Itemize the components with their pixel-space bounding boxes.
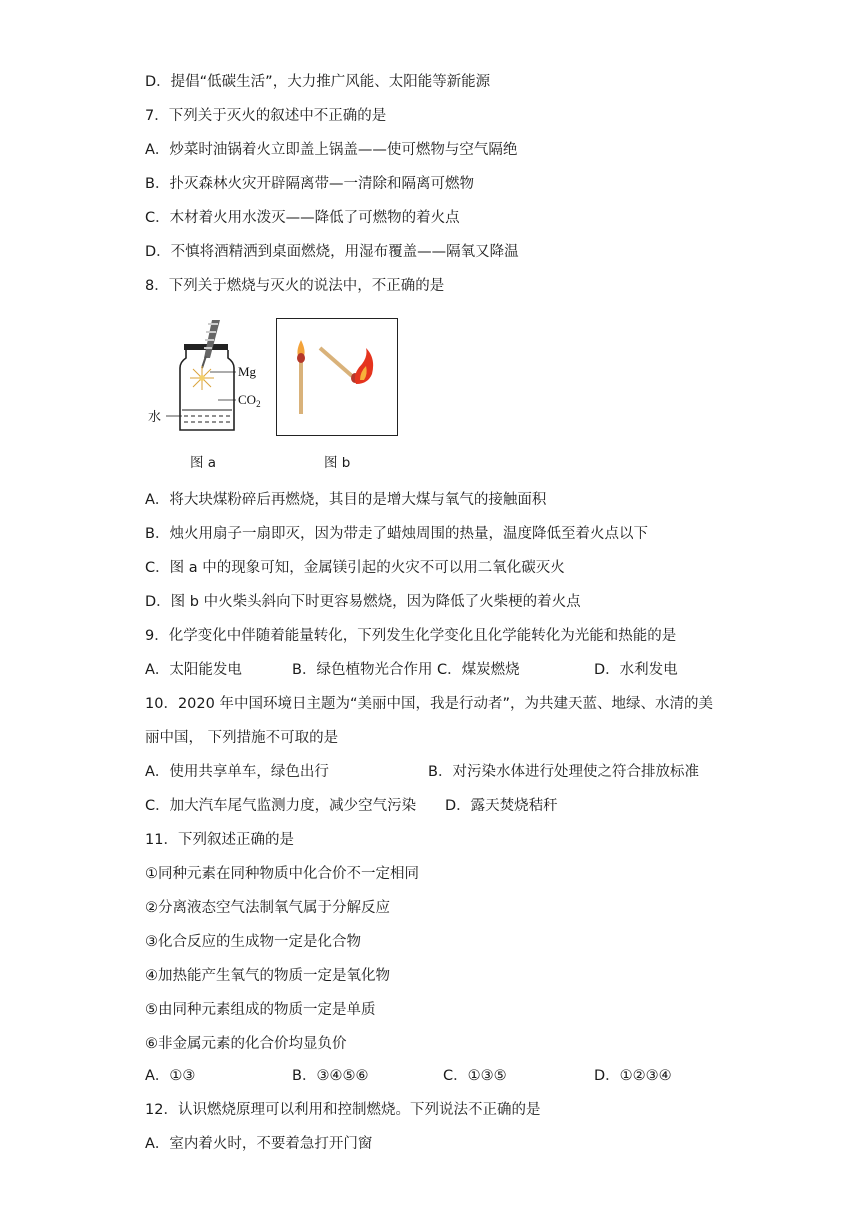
question-10: 10．2020 年中国环境日主题为“美丽中国，我是行动者”，为共建天蓝、地绿、水清的美: [145, 696, 713, 712]
q8-option-c: C．图 a 中的现象可知，金属镁引起的火灾不可以用二氧化碳灭火: [145, 560, 565, 576]
statement-1: ①同种元素在同种物质中化合价不一定相同: [145, 866, 419, 882]
q11-option-d: D．①②③④: [594, 1068, 672, 1084]
q9-option-c: C．煤炭燃烧: [437, 662, 520, 678]
q9-option-a: A．太阳能发电: [145, 662, 242, 678]
q11-option-c: C．①③⑤: [443, 1068, 507, 1084]
q10-option-a: A．使用共享单车，绿色出行: [145, 764, 329, 780]
question-7: 7．下列关于灭火的叙述中不正确的是: [145, 108, 387, 124]
figure-a-mg-co2-apparatus: [148, 318, 273, 438]
q7-option-b: B．扑灭森林火灾开辟隔离带—一清除和隔离可燃物: [145, 176, 474, 192]
q10-option-d: D．露天焚烧秸秆: [445, 798, 558, 814]
question-8: 8．下列关于燃烧与灭火的说法中，不正确的是: [145, 278, 445, 294]
q7-option-c: C．木材着火用水泼灭——降低了可燃物的着火点: [145, 210, 460, 226]
q7-option-a: A．炒菜时油锅着火立即盖上锅盖——使可燃物与空气隔绝: [145, 142, 518, 158]
statement-4: ④加热能产生氧气的物质一定是氧化物: [145, 968, 390, 984]
statement-5: ⑤由同种元素组成的物质一定是单质: [145, 1002, 376, 1018]
figure-a-caption: 图 a: [190, 455, 217, 471]
q9-option-b: B．绿色植物光合作用: [292, 662, 433, 678]
q8-option-a: A．将大块煤粉碎后再燃烧，其目的是增大煤与氧气的接触面积: [145, 492, 547, 508]
statement-6: ⑥非金属元素的化合价均显负价: [145, 1036, 347, 1052]
q8-option-d: D．图 b 中火柴头斜向下时更容易燃烧，因为降低了火柴梗的着火点: [145, 594, 581, 610]
question-10-cont: 丽中国， 下列措施不可取的是: [145, 730, 339, 746]
question-12: 12．认识燃烧原理可以利用和控制燃烧。下列说法不正确的是: [145, 1102, 541, 1118]
q7-option-d: D．不慎将酒精洒到桌面燃烧，用湿布覆盖——隔氧又降温: [145, 244, 519, 260]
q11-option-b: B．③④⑤⑥: [292, 1068, 369, 1084]
figure-b-caption: 图 b: [324, 455, 351, 471]
q10-option-b: B．对污染水体进行处理使之符合排放标准: [428, 764, 699, 780]
q8-option-b: B．烛火用扇子一扇即灭，因为带走了蜡烛周围的热量，温度降低至着火点以下: [145, 526, 648, 542]
q6-option-d: D．提倡“低碳生活”，大力推广风能、太阳能等新能源: [145, 74, 491, 90]
question-9: 9．化学变化中伴随着能量转化，下列发生化学变化且化学能转化为光能和热能的是: [145, 628, 677, 644]
q11-option-a: A．①③: [145, 1068, 196, 1084]
label-mg: Mg: [238, 364, 257, 379]
figure-b-matches: [276, 318, 398, 436]
q9-option-d: D．水利发电: [594, 662, 678, 678]
question-11: 11．下列叙述正确的是: [145, 832, 294, 848]
q12-option-a: A．室内着火时，不要着急打开门窗: [145, 1136, 373, 1152]
q10-option-c: C．加大汽车尾气监测力度，减少空气污染: [145, 798, 417, 814]
label-co2: $CO_2$: [238, 392, 261, 409]
statement-2: ②分离液态空气法制氧气属于分解反应: [145, 900, 390, 916]
statement-3: ③化合反应的生成物一定是化合物: [145, 934, 361, 950]
label-water: 水: [148, 410, 162, 425]
